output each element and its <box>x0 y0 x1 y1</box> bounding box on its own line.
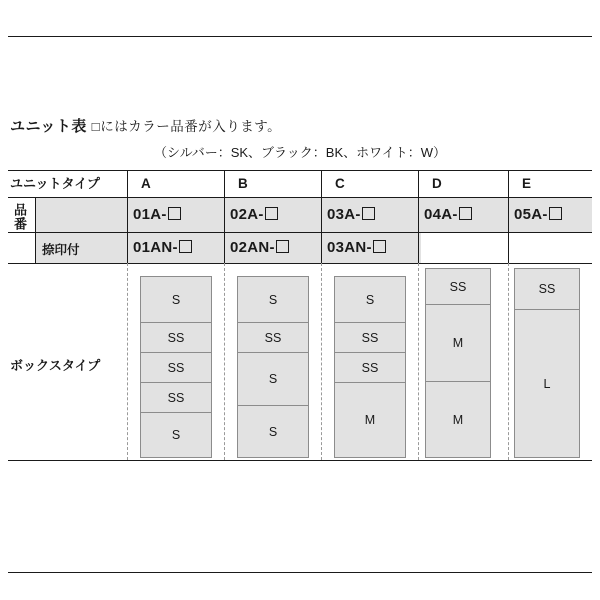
code-plain-e-text: 05A- <box>514 206 548 223</box>
box-stack-e <box>514 268 580 458</box>
box-item: S <box>141 277 211 323</box>
band-divider-a <box>127 197 128 263</box>
box-item: L <box>515 310 579 457</box>
box-item: M <box>426 305 490 382</box>
box-item: SS <box>335 323 405 353</box>
row-label-stamped: 捺印付 <box>42 243 80 257</box>
code-plain-a <box>133 206 181 223</box>
color-code-subtitle: （シルバー：SK、ブラック：BK、ホワイト：W） <box>153 145 447 160</box>
band-divider-d <box>418 197 419 263</box>
dash-guide-d <box>418 263 419 460</box>
box-item: SS <box>426 269 490 305</box>
code-plain-b <box>230 206 278 223</box>
code-plain-d <box>424 206 472 223</box>
dash-guide-c <box>321 263 322 460</box>
box-item: M <box>426 382 490 457</box>
box-item: S <box>238 277 308 323</box>
dash-guide-a <box>127 263 128 460</box>
code-plain-d-text: 04A- <box>424 206 458 223</box>
page-title <box>10 115 281 136</box>
header-type-b: B <box>238 176 248 191</box>
table-line-under-stampcode <box>8 263 592 264</box>
box-stack-a <box>140 276 212 458</box>
row-label-hinban: 品番 <box>12 203 27 231</box>
band-divider-c <box>321 197 322 263</box>
code-plain-c <box>327 206 375 223</box>
square-icon <box>179 240 192 253</box>
box-stack-c <box>334 276 406 458</box>
header-label-unit-type: ユニットタイプ <box>10 176 100 191</box>
header-type-a: A <box>141 176 151 191</box>
bottom-divider-line <box>8 572 592 573</box>
box-item: S <box>141 413 211 457</box>
band-divider-b <box>224 197 225 263</box>
box-stack-d <box>425 268 491 458</box>
code-plain-e <box>514 206 562 223</box>
table-line-bottom <box>8 460 592 461</box>
square-icon <box>168 207 181 220</box>
code-stamp-b <box>230 239 289 256</box>
top-divider-line <box>8 36 592 37</box>
box-stack-b <box>237 276 309 458</box>
dash-guide-b <box>224 263 225 460</box>
square-icon <box>362 207 375 220</box>
dash-guide-e <box>508 263 509 460</box>
header-type-e: E <box>522 176 532 191</box>
page-title-main: ユニット表 <box>10 118 87 135</box>
square-icon <box>265 207 278 220</box>
square-icon <box>276 240 289 253</box>
header-type-d: D <box>432 176 442 191</box>
square-icon <box>549 207 562 220</box>
box-item: M <box>335 383 405 457</box>
code-stamp-b-text: 02AN- <box>230 239 275 256</box>
code-plain-c-text: 03A- <box>327 206 361 223</box>
box-item: SS <box>141 383 211 413</box>
row-label-box-type: ボックスタイプ <box>10 358 101 373</box>
square-icon <box>373 240 386 253</box>
square-icon <box>459 207 472 220</box>
box-item: S <box>335 277 405 323</box>
box-item: SS <box>141 353 211 383</box>
box-item: SS <box>238 323 308 353</box>
box-item: S <box>238 406 308 457</box>
code-stamp-a <box>133 239 192 256</box>
box-item: S <box>238 353 308 406</box>
code-plain-a-text: 01A- <box>133 206 167 223</box>
page-title-note: □にはカラー品番が入ります。 <box>91 119 282 134</box>
code-stamp-c <box>327 239 386 256</box>
box-item: SS <box>335 353 405 383</box>
code-stamp-a-text: 01AN- <box>133 239 178 256</box>
box-item: SS <box>141 323 211 353</box>
code-plain-b-text: 02A- <box>230 206 264 223</box>
header-type-c: C <box>335 176 345 191</box>
box-item: SS <box>515 269 579 310</box>
band-divider-e <box>508 197 509 263</box>
table-header-row <box>8 170 592 197</box>
code-stamp-c-text: 03AN- <box>327 239 372 256</box>
